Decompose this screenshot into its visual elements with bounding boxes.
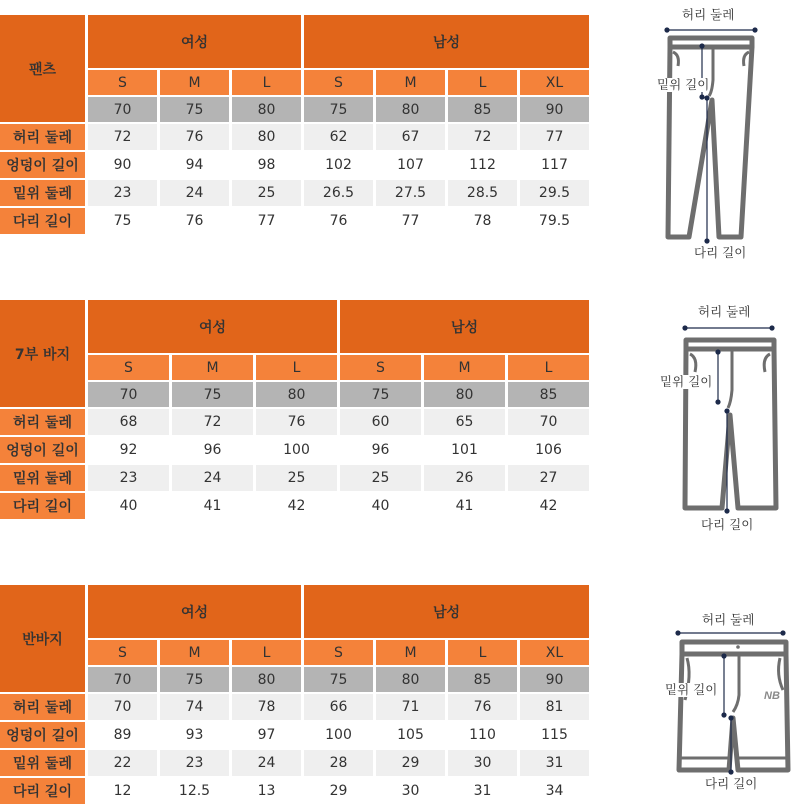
cell: 72	[88, 124, 157, 150]
cell: 89	[88, 722, 157, 748]
cell: 40	[88, 493, 169, 519]
waist-size: 80	[232, 667, 301, 692]
size-table	[0, 298, 592, 521]
waist-size: 80	[376, 667, 445, 692]
waist-size: 90	[520, 667, 589, 692]
table-row	[0, 778, 589, 804]
size-chart-shorts	[0, 583, 592, 806]
row-label: 밑위 둘레	[0, 465, 85, 491]
cell: 77	[376, 208, 445, 234]
cell: 70	[508, 409, 589, 435]
cell: 25	[232, 180, 301, 206]
size-label: L	[256, 355, 337, 380]
cell: 115	[520, 722, 589, 748]
row-label: 허리 둘레	[0, 409, 85, 435]
cell: 41	[424, 493, 505, 519]
rise-measure-label: 밑위 길이	[657, 77, 710, 92]
row-label: 엉덩이 길이	[0, 722, 85, 748]
cell: 70	[88, 694, 157, 720]
size-label: L	[448, 640, 517, 665]
waist-size: 80	[232, 97, 301, 122]
cell: 42	[508, 493, 589, 519]
cell: 76	[256, 409, 337, 435]
size-label: S	[88, 640, 157, 665]
cell: 77	[232, 208, 301, 234]
cell: 13	[232, 778, 301, 804]
cell: 110	[448, 722, 517, 748]
cell: 78	[448, 208, 517, 234]
cell: 77	[520, 124, 589, 150]
leg-measure-label: 다리 길이	[694, 245, 747, 260]
cell: 97	[232, 722, 301, 748]
cell: 28.5	[448, 180, 517, 206]
waist-size: 75	[160, 667, 229, 692]
group-header-men: 남성	[340, 300, 589, 353]
table-row	[0, 437, 589, 463]
cell: 27.5	[376, 180, 445, 206]
cell: 66	[304, 694, 373, 720]
cell: 67	[376, 124, 445, 150]
waist-size: 80	[256, 382, 337, 407]
nb-logo-icon: NB	[764, 690, 780, 702]
cell: 112	[448, 152, 517, 178]
size-table	[0, 13, 592, 236]
size-label: M	[160, 70, 229, 95]
cell: 100	[304, 722, 373, 748]
leg-measure-label: 다리 길이	[701, 517, 754, 532]
cell: 78	[232, 694, 301, 720]
waist-size: 85	[448, 667, 517, 692]
size-label: S	[304, 640, 373, 665]
cell: 107	[376, 152, 445, 178]
cell: 71	[376, 694, 445, 720]
size-label: S	[340, 355, 421, 380]
cell: 102	[304, 152, 373, 178]
cell: 30	[448, 750, 517, 776]
cell: 24	[160, 180, 229, 206]
cell: 40	[340, 493, 421, 519]
row-label: 엉덩이 길이	[0, 152, 85, 178]
waist-size: 90	[520, 97, 589, 122]
cell: 80	[232, 124, 301, 150]
cell: 27	[508, 465, 589, 491]
table-row	[0, 493, 589, 519]
size-label: L	[232, 70, 301, 95]
cell: 117	[520, 152, 589, 178]
cell: 65	[424, 409, 505, 435]
cell: 42	[256, 493, 337, 519]
group-header-men: 남성	[304, 585, 589, 638]
size-chart-pants	[0, 13, 592, 236]
table-row	[0, 208, 589, 234]
table-row	[0, 750, 589, 776]
cell: 62	[304, 124, 373, 150]
table-row	[0, 694, 589, 720]
cropped-pants-icon	[640, 290, 800, 550]
row-label: 엉덩이 길이	[0, 437, 85, 463]
size-label: XL	[520, 640, 589, 665]
cell: 30	[376, 778, 445, 804]
table-row	[0, 180, 589, 206]
cell: 76	[304, 208, 373, 234]
size-label: XL	[520, 70, 589, 95]
cell: 106	[508, 437, 589, 463]
cell: 26	[424, 465, 505, 491]
cell: 96	[340, 437, 421, 463]
waist-size: 70	[88, 382, 169, 407]
cell: 74	[160, 694, 229, 720]
shorts-icon	[640, 600, 800, 800]
waist-size: 75	[340, 382, 421, 407]
row-label: 다리 길이	[0, 208, 85, 234]
cell: 25	[340, 465, 421, 491]
cell: 12	[88, 778, 157, 804]
cell: 23	[160, 750, 229, 776]
waist-size: 75	[172, 382, 253, 407]
row-label: 다리 길이	[0, 778, 85, 804]
waist-measure-label: 허리 둘레	[702, 612, 755, 627]
row-label: 다리 길이	[0, 493, 85, 519]
table-row	[0, 152, 589, 178]
size-label: L	[508, 355, 589, 380]
cell: 23	[88, 465, 169, 491]
cell: 75	[88, 208, 157, 234]
waist-size: 75	[160, 97, 229, 122]
cell: 72	[172, 409, 253, 435]
table-title: 7부 바지	[0, 300, 85, 407]
cell: 98	[232, 152, 301, 178]
waist-size: 70	[88, 667, 157, 692]
row-label: 허리 둘레	[0, 694, 85, 720]
group-header-women: 여성	[88, 585, 301, 638]
cell: 76	[160, 208, 229, 234]
cell: 60	[340, 409, 421, 435]
table-title: 반바지	[0, 585, 85, 692]
table-row	[0, 465, 589, 491]
cell: 24	[232, 750, 301, 776]
table-title: 팬츠	[0, 15, 85, 122]
size-label: M	[376, 70, 445, 95]
cell: 76	[160, 124, 229, 150]
pants-diagram	[640, 0, 800, 270]
cell: 41	[172, 493, 253, 519]
cell: 31	[448, 778, 517, 804]
cell: 24	[172, 465, 253, 491]
cell: 79.5	[520, 208, 589, 234]
cell: 26.5	[304, 180, 373, 206]
long-pants-icon	[640, 0, 800, 270]
table-row	[0, 409, 589, 435]
size-label: M	[172, 355, 253, 380]
cell: 76	[448, 694, 517, 720]
row-label: 허리 둘레	[0, 124, 85, 150]
cell: 22	[88, 750, 157, 776]
size-label: L	[448, 70, 517, 95]
waist-size: 80	[376, 97, 445, 122]
cell: 92	[88, 437, 169, 463]
group-header-men: 남성	[304, 15, 589, 68]
cell: 105	[376, 722, 445, 748]
cell: 31	[520, 750, 589, 776]
shorts-diagram	[640, 600, 800, 800]
cell: 23	[88, 180, 157, 206]
group-header-women: 여성	[88, 15, 301, 68]
cell: 29	[376, 750, 445, 776]
table-row	[0, 124, 589, 150]
cell: 90	[88, 152, 157, 178]
size-label: S	[88, 70, 157, 95]
size-label: M	[424, 355, 505, 380]
cell: 93	[160, 722, 229, 748]
size-label: S	[88, 355, 169, 380]
rise-measure-label: 밑위 길이	[665, 682, 718, 697]
waist-size: 75	[304, 97, 373, 122]
size-label: M	[160, 640, 229, 665]
size-label: S	[304, 70, 373, 95]
cell: 25	[256, 465, 337, 491]
cell: 72	[448, 124, 517, 150]
cell: 34	[520, 778, 589, 804]
waist-size: 75	[304, 667, 373, 692]
waist-size: 80	[424, 382, 505, 407]
size-chart-cropped-pants	[0, 298, 592, 521]
cropped-pants-diagram	[640, 290, 800, 550]
cell: 96	[172, 437, 253, 463]
cell: 68	[88, 409, 169, 435]
table-row	[0, 722, 589, 748]
waist-size: 85	[508, 382, 589, 407]
size-label: M	[376, 640, 445, 665]
cell: 101	[424, 437, 505, 463]
cell: 29.5	[520, 180, 589, 206]
cell: 94	[160, 152, 229, 178]
rise-measure-label: 밑위 길이	[660, 374, 713, 389]
size-table	[0, 583, 592, 806]
leg-measure-label: 다리 길이	[705, 776, 758, 791]
row-label: 밑위 둘레	[0, 180, 85, 206]
group-header-women: 여성	[88, 300, 337, 353]
cell: 81	[520, 694, 589, 720]
waist-size: 85	[448, 97, 517, 122]
waist-measure-label: 허리 둘레	[682, 7, 735, 22]
waist-measure-label: 허리 둘레	[698, 304, 751, 319]
cell: 29	[304, 778, 373, 804]
cell: 100	[256, 437, 337, 463]
waist-size: 70	[88, 97, 157, 122]
size-label: L	[232, 640, 301, 665]
cell: 12.5	[160, 778, 229, 804]
row-label: 밑위 둘레	[0, 750, 85, 776]
cell: 28	[304, 750, 373, 776]
